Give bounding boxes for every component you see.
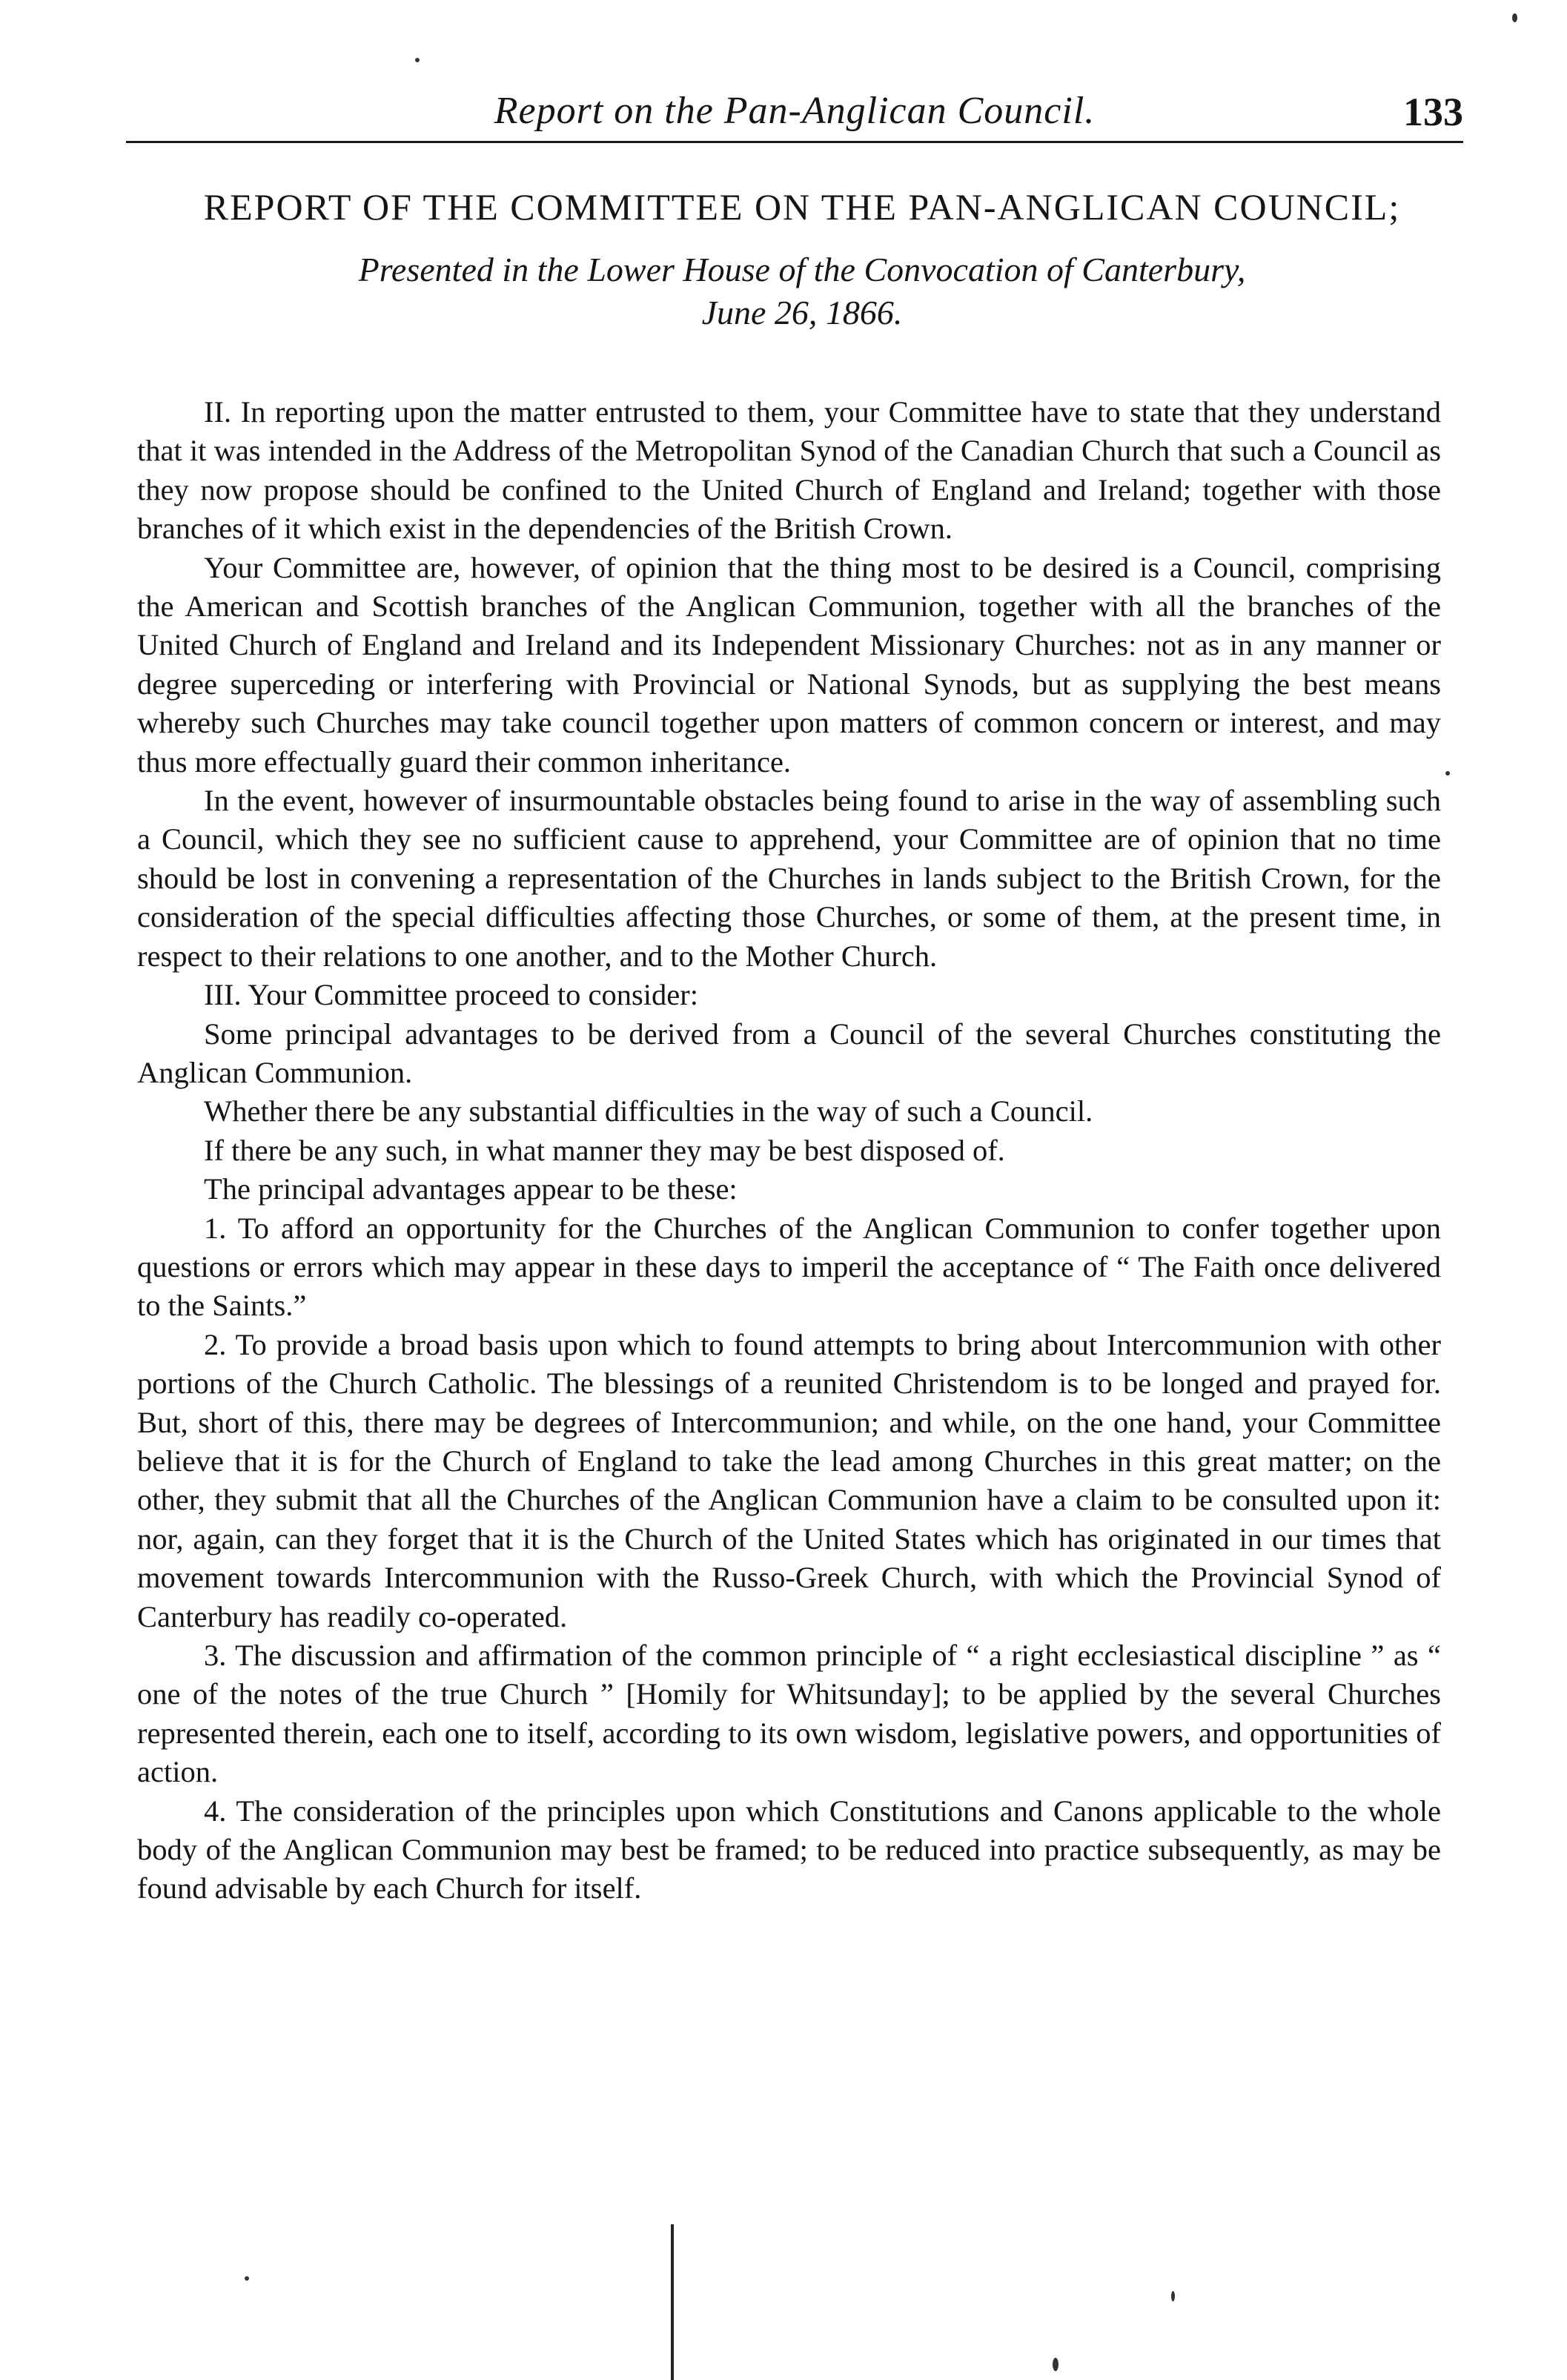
scan-artifact-line xyxy=(671,2224,674,2380)
paragraph: In the event, however of insurmountable obstacles being found to arise in the way of assembling such a Council, which they see no sufficient cause to apprehend, your Committee are of opinion that no time should be lost in convening a representation of the Churches in lands subject to the British Crown, for the consideration of the special difficulties affecting those Churches, or some of them, at the present time, in respect to their relations to one another, and to the Mother Church. xyxy=(137,784,1441,973)
subheading-line-1: Presented in the Lower House of the Convocation of Canterbury, xyxy=(358,251,1246,288)
list-item: 2. To provide a broad basis upon which to found attempts to bring about Intercommunion with other portions of the Church Catholic. The blessings of a reunited Christendom is to be longed and prayed for. But, short of this, there may be degrees of Intercommunion; and while, on the one hand, your Committee believe that it is for the Church of England to take the lead among Churches in this great matter; on the other, they submit that all the Churches of the Anglican Communion have a claim to be consulted upon it: nor, again, can they forget that it is the Church of the United States which has originated in our times that movement towards Intercommunion with the Russo-Greek Church, with which the Provincial Synod of Canterbury has readily co-operated. xyxy=(137,1327,1441,1633)
body-text xyxy=(137,393,1441,1908)
scan-artifact-speck xyxy=(1445,771,1450,776)
paragraph: Some principal advantages to be derived from a Council of the several Churches constituting the Anglican Communion. xyxy=(137,1017,1441,1089)
scan-artifact-speck xyxy=(415,58,420,62)
scan-artifact-speck xyxy=(1053,2358,1059,2371)
paragraph: Your Committee are, however, of opinion that the thing most to be desired is a Council, comprising the American and Scottish branches of the Anglican Communion, together with all the branches of the United Church of England and Ireland and its Independent Missionary Churches: not as in any manner or degree superceding or interfering with Provincial or National Synods, but as supplying the best means whereby such Churches may take council together upon matters of common concern or interest, and may thus more effectually guard their common inheritance. xyxy=(137,550,1441,779)
paragraph: The principal advantages appear to be these: xyxy=(204,1172,738,1206)
list-item: 1. To afford an opportunity for the Churches of the Anglican Communion to confer together upon questions or errors which may appear in these days to imperil the acceptance of “ The Faith once delivered to the Saints.” xyxy=(137,1211,1441,1323)
running-title: Report on the Pan-Anglican Council. xyxy=(494,90,1096,132)
running-head xyxy=(126,82,1463,143)
scan-artifact-speck xyxy=(1512,13,1517,22)
list-item: 3. The discussion and affirmation of the common principle of “ a right ecclesiastical discipline ” as “ one of the notes of the true Church ” [Homily for Whitsunday]; to be applied by the several Churches represented therein, each one to itself, according to its own wisdom, legislative powers, and opportunities of action. xyxy=(137,1639,1441,1789)
paragraph: If there be any such, in what manner they may be best disposed of. xyxy=(204,1133,1005,1167)
report-subheading xyxy=(148,248,1456,334)
paragraph: II. In reporting upon the matter entrusted to them, your Committee have to state that they understand that it was intended in the Address of the Metropolitan Synod of the Canadian Church that such a Council as they now propose should be confined to the United Church of England and Ireland; together with those branches of it which exist in the dependencies of the British Crown. xyxy=(137,395,1441,546)
scan-artifact-speck xyxy=(245,2276,249,2281)
scan-artifact-speck xyxy=(1171,2291,1175,2301)
subheading-line-2: June 26, 1866. xyxy=(701,294,903,331)
paragraph: Whether there be any substantial difficulties in the way of such a Council. xyxy=(204,1094,1093,1128)
report-heading: REPORT OF THE COMMITTEE ON THE PAN-ANGLICAN COUNCIL; xyxy=(203,186,1401,228)
list-item: 4. The consideration of the principles upon which Constitutions and Canons applicable to the whole body of the Anglican Communion may best be framed; to be reduced into practice subsequently, as may be found advisable by each Church for itself. xyxy=(137,1794,1441,1905)
page-number: 133 xyxy=(1403,90,1463,134)
paragraph: III. Your Committee proceed to consider: xyxy=(204,978,698,1012)
